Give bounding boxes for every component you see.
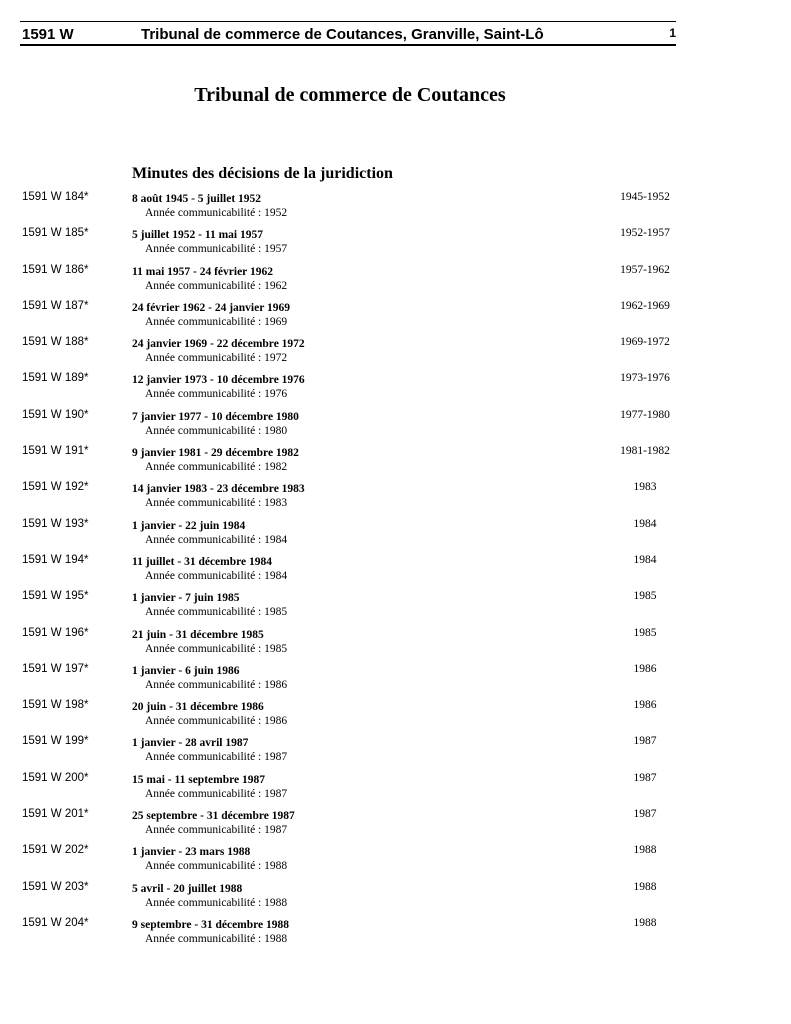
entry-communicability: Année communicabilité : 1988 bbox=[145, 860, 288, 873]
entry-dates: 12 janvier 1973 - 10 décembre 1976 bbox=[132, 374, 305, 387]
entry-years: 1984 bbox=[633, 553, 657, 566]
list-item bbox=[0, 626, 791, 662]
list-item bbox=[0, 662, 791, 698]
list-item bbox=[0, 916, 791, 952]
entry-dates: 1 janvier - 7 juin 1985 bbox=[132, 592, 240, 605]
list-item bbox=[0, 807, 791, 843]
entry-years: 1987 bbox=[633, 771, 657, 784]
entry-years: 1962-1969 bbox=[620, 299, 670, 312]
entry-dates: 5 juillet 1952 - 11 mai 1957 bbox=[132, 229, 263, 242]
entry-dates: 11 mai 1957 - 24 février 1962 bbox=[132, 265, 273, 278]
entry-communicability: Année communicabilité : 1985 bbox=[145, 642, 288, 655]
entry-code: 1591 W 200* bbox=[22, 771, 89, 784]
entry-dates: 7 janvier 1977 - 10 décembre 1980 bbox=[132, 410, 299, 423]
entry-dates: 25 septembre - 31 décembre 1987 bbox=[132, 810, 295, 823]
entry-code: 1591 W 197* bbox=[22, 662, 89, 675]
entry-dates: 24 février 1962 - 24 janvier 1969 bbox=[132, 301, 290, 314]
entry-years: 1987 bbox=[633, 735, 657, 748]
list-item bbox=[0, 698, 791, 734]
list-item bbox=[0, 880, 791, 916]
entry-dates: 14 janvier 1983 - 23 décembre 1983 bbox=[132, 483, 305, 496]
entry-code: 1591 W 186* bbox=[22, 263, 89, 276]
entry-communicability: Année communicabilité : 1986 bbox=[145, 715, 288, 728]
list-item bbox=[0, 299, 791, 335]
entry-list bbox=[0, 190, 791, 952]
entry-communicability: Année communicabilité : 1985 bbox=[145, 606, 288, 619]
entry-years: 1988 bbox=[633, 880, 657, 893]
list-item bbox=[0, 589, 791, 625]
list-item bbox=[0, 226, 791, 262]
list-item bbox=[0, 335, 791, 371]
entry-code: 1591 W 201* bbox=[22, 808, 89, 821]
page-header bbox=[20, 21, 676, 46]
entry-code: 1591 W 198* bbox=[22, 699, 89, 712]
entry-communicability: Année communicabilité : 1969 bbox=[145, 315, 288, 328]
entry-communicability: Année communicabilité : 1957 bbox=[145, 243, 288, 256]
entry-dates: 15 mai - 11 septembre 1987 bbox=[132, 773, 265, 786]
entry-dates: 9 janvier 1981 - 29 décembre 1982 bbox=[132, 447, 299, 460]
entry-years: 1952-1957 bbox=[620, 227, 670, 240]
entry-code: 1591 W 190* bbox=[22, 408, 89, 421]
entry-years: 1986 bbox=[633, 699, 657, 712]
entry-code: 1591 W 204* bbox=[22, 916, 89, 929]
entry-communicability: Année communicabilité : 1984 bbox=[145, 533, 288, 546]
list-item bbox=[0, 734, 791, 770]
entry-years: 1957-1962 bbox=[620, 263, 670, 276]
entry-communicability: Année communicabilité : 1980 bbox=[145, 424, 288, 437]
entry-years: 1945-1952 bbox=[620, 191, 670, 203]
list-item bbox=[0, 553, 791, 589]
page-number: 1 bbox=[669, 26, 676, 40]
entry-years: 1973-1976 bbox=[620, 372, 670, 385]
list-item bbox=[0, 444, 791, 480]
entry-communicability: Année communicabilité : 1988 bbox=[145, 896, 288, 909]
entry-dates: 11 juillet - 31 décembre 1984 bbox=[132, 555, 272, 568]
entry-communicability: Année communicabilité : 1982 bbox=[145, 461, 288, 474]
entry-dates: 8 août 1945 - 5 juillet 1952 bbox=[132, 193, 262, 205]
entry-communicability: Année communicabilité : 1984 bbox=[145, 569, 288, 582]
header-fonds-code: 1591 W bbox=[22, 26, 74, 43]
entry-code: 1591 W 191* bbox=[22, 445, 89, 458]
list-item bbox=[0, 517, 791, 553]
entry-communicability: Année communicabilité : 1972 bbox=[145, 352, 288, 365]
entry-dates: 1 janvier - 22 juin 1984 bbox=[132, 519, 246, 532]
list-item bbox=[0, 480, 791, 516]
entry-code: 1591 W 184* bbox=[22, 191, 89, 203]
entry-years: 1988 bbox=[633, 844, 657, 857]
entry-communicability: Année communicabilité : 1962 bbox=[145, 279, 288, 292]
document-title: Tribunal de commerce de Coutances bbox=[194, 84, 506, 106]
entry-code: 1591 W 185* bbox=[22, 227, 89, 240]
entry-code: 1591 W 189* bbox=[22, 372, 89, 385]
entry-code: 1591 W 196* bbox=[22, 626, 89, 639]
entry-communicability: Année communicabilité : 1987 bbox=[145, 787, 288, 800]
entry-code: 1591 W 194* bbox=[22, 553, 89, 566]
entry-years: 1987 bbox=[633, 808, 657, 821]
list-item bbox=[0, 190, 791, 226]
list-item bbox=[0, 771, 791, 807]
entry-communicability: Année communicabilité : 1983 bbox=[145, 497, 288, 510]
entry-code: 1591 W 188* bbox=[22, 336, 89, 349]
entry-code: 1591 W 199* bbox=[22, 735, 89, 748]
list-item bbox=[0, 371, 791, 407]
entry-code: 1591 W 192* bbox=[22, 481, 89, 494]
entry-years: 1981-1982 bbox=[620, 445, 670, 458]
entry-dates: 5 avril - 20 juillet 1988 bbox=[132, 882, 243, 895]
entry-dates: 1 janvier - 6 juin 1986 bbox=[132, 664, 240, 677]
entry-code: 1591 W 187* bbox=[22, 299, 89, 312]
entry-communicability: Année communicabilité : 1988 bbox=[145, 932, 288, 945]
entry-dates: 20 juin - 31 décembre 1986 bbox=[132, 701, 264, 714]
entry-years: 1986 bbox=[633, 662, 657, 675]
entry-communicability: Année communicabilité : 1987 bbox=[145, 824, 288, 837]
entry-communicability: Année communicabilité : 1987 bbox=[145, 751, 288, 764]
entry-communicability: Année communicabilité : 1976 bbox=[145, 388, 288, 401]
list-item bbox=[0, 263, 791, 299]
list-item bbox=[0, 843, 791, 879]
entry-years: 1969-1972 bbox=[620, 336, 670, 349]
entry-communicability: Année communicabilité : 1986 bbox=[145, 678, 288, 691]
header-title: Tribunal de commerce de Coutances, Granville, Saint-Lô bbox=[141, 26, 544, 43]
entry-code: 1591 W 203* bbox=[22, 880, 89, 893]
entry-communicability: Année communicabilité : 1952 bbox=[145, 207, 288, 219]
entry-dates: 24 janvier 1969 - 22 décembre 1972 bbox=[132, 338, 305, 351]
entry-years: 1985 bbox=[633, 590, 657, 603]
entry-years: 1977-1980 bbox=[620, 408, 670, 421]
entry-dates: 21 juin - 31 décembre 1985 bbox=[132, 628, 264, 641]
entry-years: 1985 bbox=[633, 626, 657, 639]
entry-code: 1591 W 193* bbox=[22, 517, 89, 530]
entry-dates: 1 janvier - 23 mars 1988 bbox=[132, 846, 251, 859]
entry-dates: 1 janvier - 28 avril 1987 bbox=[132, 737, 249, 750]
entry-years: 1984 bbox=[633, 517, 657, 530]
entry-years: 1983 bbox=[633, 481, 657, 494]
entry-dates: 9 septembre - 31 décembre 1988 bbox=[132, 918, 290, 931]
entry-code: 1591 W 202* bbox=[22, 844, 89, 857]
list-item bbox=[0, 408, 791, 444]
section-title: Minutes des décisions de la juridiction bbox=[132, 165, 393, 182]
entry-years: 1988 bbox=[633, 916, 657, 929]
entry-code: 1591 W 195* bbox=[22, 590, 89, 603]
